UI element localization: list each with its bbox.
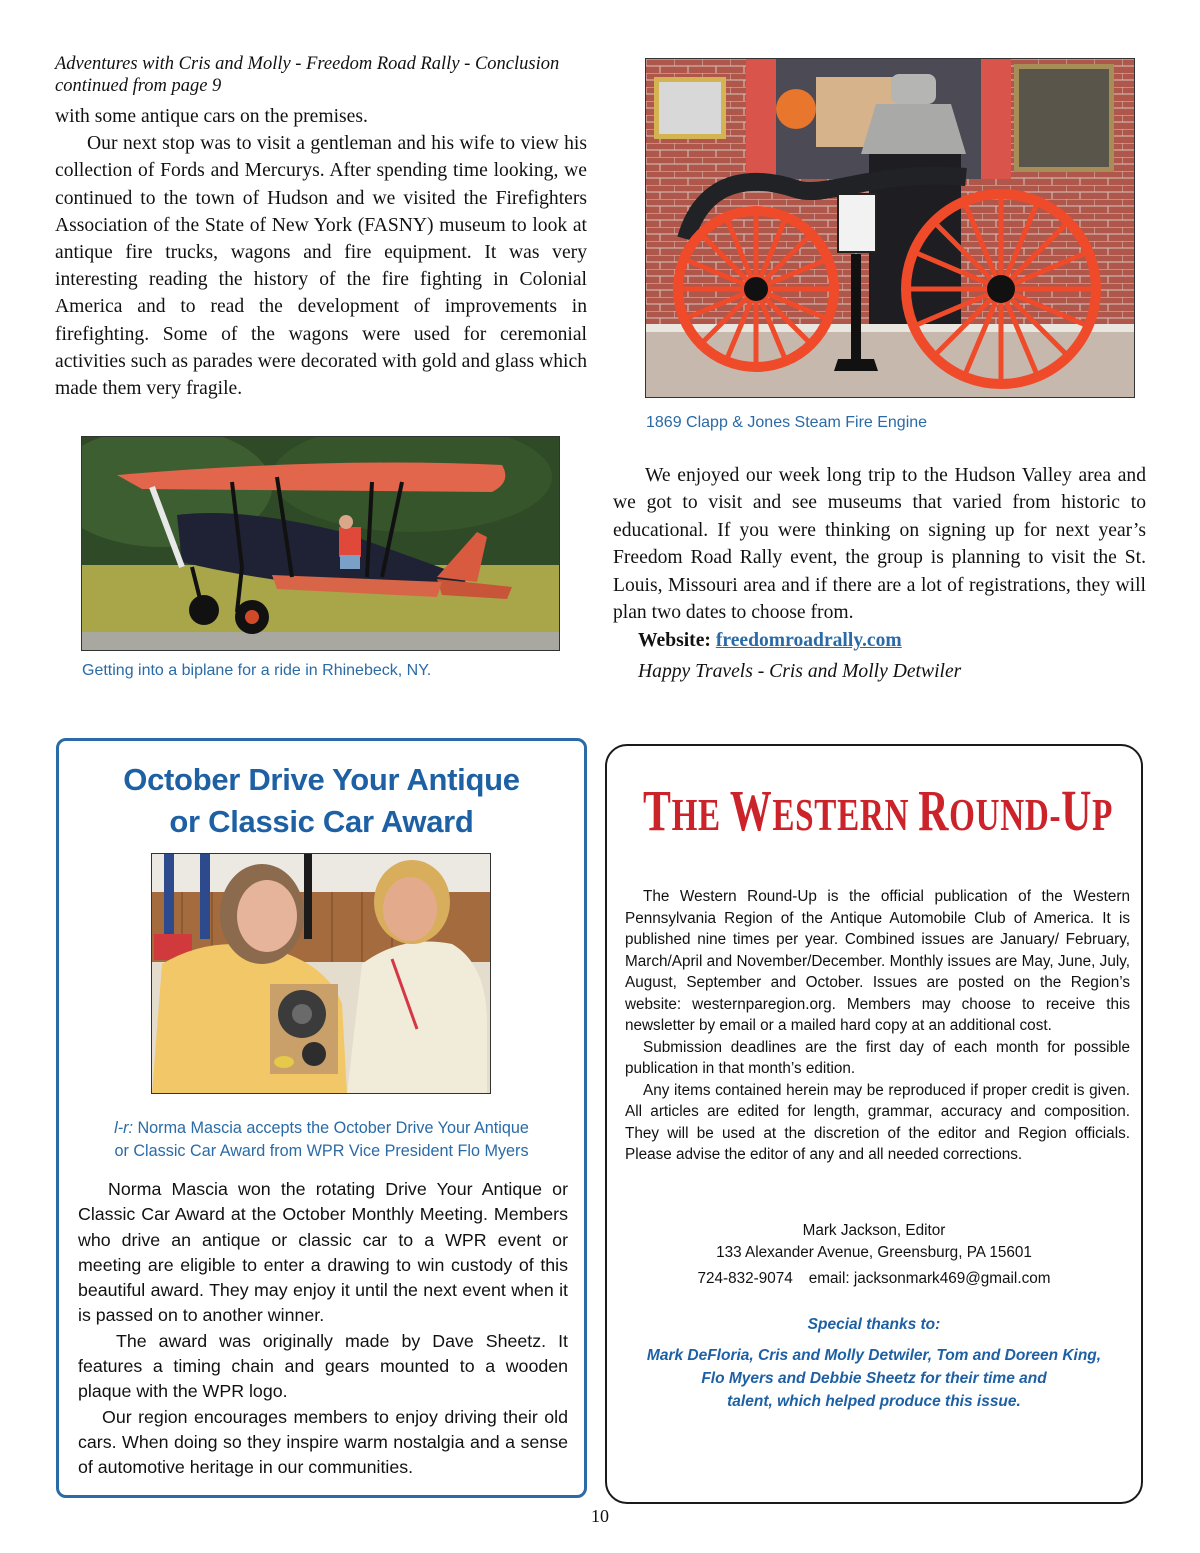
award-photo	[151, 853, 491, 1094]
article-right-column	[613, 462, 1146, 685]
logo-letter: T	[643, 778, 672, 843]
biplane-photo	[81, 436, 560, 651]
editor-phone-email	[607, 1268, 1141, 1290]
caption-line: Norma Mascia accepts the October Drive Your Antique	[132, 1119, 529, 1137]
logo-letters: HE	[671, 789, 730, 840]
article-signoff: Happy Travels - Cris and Molly Detwiler	[638, 661, 962, 683]
thanks-body	[613, 1344, 1135, 1413]
logo-letters: OUND-	[949, 789, 1062, 840]
editor-phone: 724-832-9074	[697, 1270, 793, 1287]
article-paragraph: with some antique cars on the premises.	[55, 106, 368, 127]
thanks-line: Mark DeFloria, Cris and Molly Detwiler, Tom and Doreen King,	[646, 1347, 1102, 1364]
logo-letters: ESTERN	[772, 789, 919, 840]
western-roundup-box	[605, 744, 1143, 1504]
website-link[interactable]: freedomroadrally.com	[715, 630, 902, 652]
award-paragraph: Norma Mascia won the rotating Drive Your Antique or Classic Car Award at the October Monthly Meeting. Members who drive an antique or classic car to a WPR event or meeting are eligible to enter a drawing to win custody of this beautiful award. They may enjoy it until the next event when it is passed on to another winner.	[78, 1179, 568, 1326]
logo-letter: W	[729, 778, 773, 843]
logo-letter: R	[918, 778, 950, 843]
fire-engine-caption: 1869 Clapp & Jones Steam Fire Engine	[646, 414, 928, 431]
award-paragraph: The award was originally made by Dave Sheetz. It features a timing chain and gears mounted to a wooden plaque with the WPR logo.	[78, 1330, 568, 1402]
roundup-body	[625, 886, 1130, 1166]
roundup-paragraph: Any items contained herein may be reproduced if proper credit is given. All articles are edited for length, grammar, accuracy and composition. They will be used at the discretion of the editor and Region officials. Please advise the editor of any and all needed corrections.	[625, 1081, 1130, 1163]
thanks-line: talent, which helped produce this issue.	[727, 1393, 1021, 1410]
website-line	[613, 627, 1146, 654]
article-paragraph: We enjoyed our week long trip to the Hudson Valley area and we got to visit and see museums that varied from historic to educational. If you were thinking on signing up for next year’s Freedom Road Rally event, the group is planning to visit the St. Louis, Missouri area and if there are a lot of registrations, they will plan two dates to choose from.	[613, 465, 1146, 624]
roundup-paragraph: Submission deadlines are the first day of each month for possible publication in that month’s edition.	[625, 1038, 1130, 1077]
award-title-line: or Classic Car Award	[169, 804, 474, 839]
award-photo-caption	[67, 1117, 576, 1163]
award-body	[78, 1177, 568, 1481]
editor-address: 133 Alexander Avenue, Greensburg, PA 15601	[716, 1244, 1032, 1261]
award-paragraph: Our region encourages members to enjoy driving their old cars. When doing so they inspire warm nostalgia and a sense of automotive heritage in our communities.	[78, 1406, 568, 1478]
website-label: Website:	[638, 630, 711, 652]
fire-engine-photo	[645, 58, 1135, 398]
kicker-continued: continued from page 9	[55, 76, 222, 96]
biplane-caption: Getting into a biplane for a ride in Rhinebeck, NY.	[82, 662, 432, 679]
article-kicker	[55, 53, 587, 97]
article-left-column	[55, 53, 587, 402]
caption-line: or Classic Car Award from WPR Vice President Flo Myers	[114, 1142, 529, 1160]
page-number: 10	[591, 1506, 609, 1526]
editor-contact	[607, 1220, 1141, 1290]
biplane-illustration	[82, 437, 560, 651]
caption-prefix: l-r:	[114, 1119, 133, 1137]
fire-engine-illustration	[646, 59, 1135, 398]
logo-letter: U	[1061, 778, 1093, 843]
kicker-title: Adventures with Cris and Molly - Freedom Road Rally - Conclusion	[55, 54, 560, 74]
thanks-line: Flo Myers and Debbie Sheetz for their time and	[701, 1370, 1047, 1387]
award-box	[56, 738, 587, 1498]
roundup-paragraph: The Western Round-Up is the official publication of the Western Pennsylvania Region of the Antique Automobile Club of America. It is published nine times per year. Combined issues are January/ February, March/April and November/December. Monthly issues are May, June, July, August, September and October. Issues are posted on the Region’s website: westernparegion.org. Members may choose to receive this newsletter by email or a mailed hard copy at an additional cost.	[625, 888, 1130, 1034]
award-title	[59, 759, 584, 843]
thanks-title: Special thanks to:	[807, 1316, 941, 1333]
award-illustration	[152, 854, 491, 1094]
article-paragraph: Our next stop was to visit a gentleman and his wife to view his collection of Fords and Mercurys. After spending time looking, we continued to the town of Hudson and we visited the Firefighters Association of the State of New York (FASNY) museum to look at antique fire trucks, wagons and fire equipment. It was very interesting reading the history of the fire fighting in Colonial America and to read the development of improvements in firefighting. Some of the wagons were used for ceremonial activities such as parades were decorated with gold and glass which made them very fragile.	[55, 133, 587, 400]
editor-name: Mark Jackson, Editor	[802, 1222, 946, 1239]
editor-email[interactable]: email: jacksonmark469@gmail.com	[808, 1270, 1051, 1287]
logo-letters: P	[1092, 789, 1114, 840]
award-title-line: October Drive Your Antique	[123, 762, 520, 797]
western-roundup-logo	[643, 776, 1113, 850]
